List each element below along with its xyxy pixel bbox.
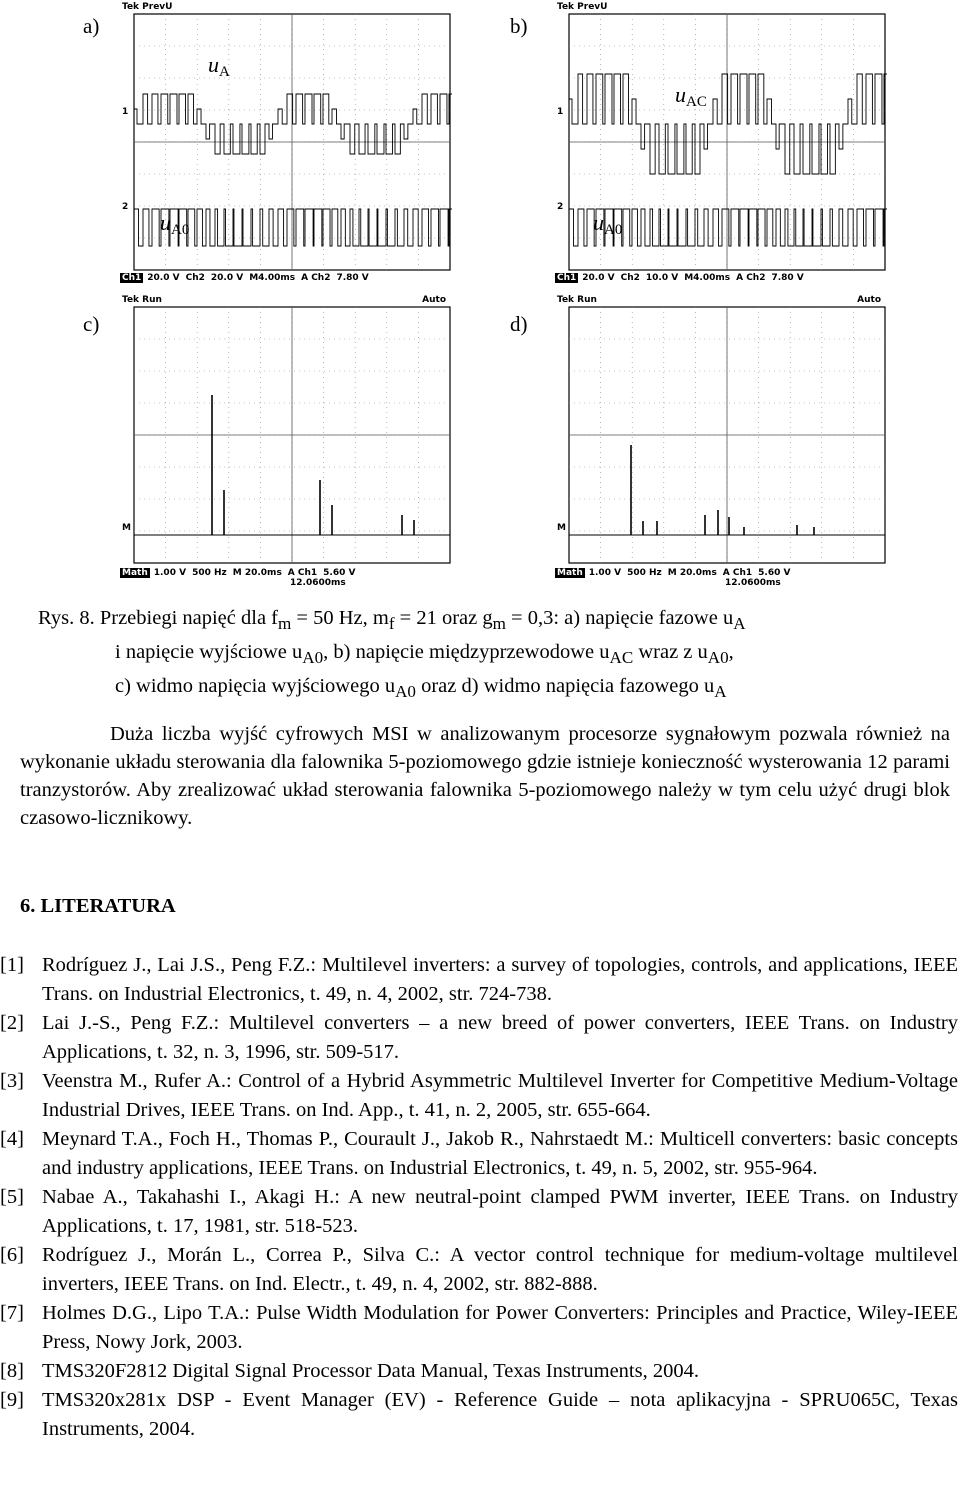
timebase: M4.00ms (684, 273, 731, 283)
math-channel-marker: M (557, 523, 566, 533)
channel-1-marker: 1 (557, 107, 564, 117)
signal-label-top: $u_A$ (208, 52, 230, 80)
scope-screen (120, 295, 452, 585)
math-channel-marker: M (122, 523, 131, 533)
caption-line-2: i napięcie wyjściowe $u_{A0}$, b) napięcie międzyprzewodowe $u_{AC}$ wraz z $u_{A0}$, (115, 641, 734, 668)
scope-screen (555, 295, 887, 585)
scope-screen (120, 2, 452, 292)
trigger-source: A Ch1 (722, 568, 753, 578)
panel-a-label: a) (83, 14, 100, 38)
trigger-source: A Ch2 (301, 273, 331, 283)
body-paragraph: Duża liczba wyjść cyfrowych MSI w analizowanym procesorze sygnałowym pozwala również na wykonanie układu sterowania dla falownika 5-poziomowego gdzie istnieje konieczność wysterowania 12 parami tranzystorów. Aby zrealizować układ sterowania falownika 5-poziomowego należy w tym celu użyć drugi blok czasowo-licznikowy. (20, 723, 950, 829)
signal-label-bottom: $u_{A0}$ (160, 210, 190, 238)
scope-status-bar (555, 568, 887, 578)
ch2-scale: 20.0 V (210, 273, 244, 283)
scope-status-bar-2 (120, 578, 452, 588)
reference-item: [3] Veenstra M., Rufer A.: Control of a Hybrid Asymmetric Multilevel Inverter for Competitive Medium-Voltage Industrial Drives, IEEE Trans. on Ind. App., t. 41, n. 2, 2005, str. 655-664. (0, 1070, 958, 1121)
caption-prefix: Rys. 8. (38, 607, 95, 629)
math-scale: 1.00 V (588, 568, 622, 578)
trigger-level: 5.60 V (758, 568, 791, 578)
math-chip: Math (122, 568, 148, 578)
reference-item: [9] TMS320x281x DSP - Event Manager (EV) - Reference Guide – nota aplikacyjna - SPRU065C, Texas Instruments, 2004. (0, 1389, 958, 1440)
scope-status-bar (120, 568, 452, 578)
reference-item: [6] Rodríguez J., Morán L., Correa P., Silva C.: A vector control technique for medium-voltage multilevel inverters, IEEE Trans. on Ind. Electr., t. 49, n. 4, 2002, str. 882-888. (0, 1244, 958, 1295)
scope-mode-label: Tek PrevU (557, 2, 608, 12)
ch1-scale: 20.0 V (582, 273, 615, 283)
math-freq: 500 Hz (627, 568, 662, 578)
trigger-mode-label: Auto (422, 295, 446, 305)
ch1-chip: Ch1 (122, 273, 142, 283)
oscilloscope-panel-d (555, 295, 887, 588)
ch2-scale: 10.0 V (645, 273, 679, 283)
math-freq: 500 Hz (192, 568, 227, 578)
trigger-level: 7.80 V (336, 273, 369, 283)
oscilloscope-panel-b (555, 2, 887, 292)
scope-status-bar-2 (555, 578, 887, 588)
reference-item: [2] Lai J.-S., Peng F.Z.: Multilevel converters – a new breed of power converters, IEEE Trans. on Industry Applications, t. 32, n. 3, 1996, str. 509-517. (0, 1012, 958, 1063)
scope-mode-label: Tek Run (557, 295, 597, 305)
ch1-chip: Ch1 (557, 273, 577, 283)
signal-label-top: $u_{AC}$ (675, 82, 707, 110)
timebase: M 20.0ms (232, 568, 282, 578)
ch2-label: Ch2 (620, 273, 640, 283)
timebase: M 20.0ms (667, 568, 717, 578)
channel-2-marker: 2 (122, 202, 129, 212)
oscilloscope-panel-c (120, 295, 452, 588)
reference-list (0, 951, 958, 1444)
oscilloscope-panel-a (120, 2, 452, 292)
scope-status-bar (120, 273, 452, 283)
figure-caption (38, 604, 938, 706)
horizontal-position: 12.0600ms (725, 578, 781, 588)
ch1-scale: 20.0 V (147, 273, 180, 283)
caption-line-1: Rys. 8. Przebiegi napięć dla $f_m = 50$ Hz, $m_f = 21$ oraz $g_m = 0,3$: a) napięcie fazowe $u_A$ (38, 607, 746, 634)
scope-screen (555, 2, 887, 292)
ch2-label: Ch2 (185, 273, 205, 283)
trigger-level: 7.80 V (771, 273, 804, 283)
channel-1-marker: 1 (122, 107, 129, 117)
reference-item: [7] Holmes D.G., Lipo T.A.: Pulse Width Modulation for Power Converters: Principles and Practice, Wiley-IEEE Press, Nowy Jork, 2003. (0, 1302, 958, 1353)
scope-mode-label: Tek PrevU (122, 2, 173, 12)
channel-2-marker: 2 (557, 202, 564, 212)
trigger-source: A Ch2 (736, 273, 766, 283)
trigger-level: 5.60 V (323, 568, 356, 578)
reference-item: [5] Nabae A., Takahashi I., Akagi H.: A new neutral-point clamped PWM inverter, IEEE Trans. on Industry Applications, t. 17, 1981, str. 518-523. (0, 1186, 958, 1237)
panel-d-label: d) (510, 312, 528, 336)
math-chip: Math (557, 568, 583, 578)
section-heading: 6. LITERATURA (20, 895, 176, 917)
trigger-source: A Ch1 (287, 568, 318, 578)
signal-label-bottom: $u_{A0}$ (593, 210, 623, 238)
panel-c-label: c) (83, 312, 100, 336)
math-scale: 1.00 V (153, 568, 187, 578)
panel-b-label: b) (510, 14, 528, 38)
reference-item: [4] Meynard T.A., Foch H., Thomas P., Courault J., Jakob R., Nahrstaedt M.: Multicell converters: basic concepts and industry applications, IEEE Trans. on Industrial Electronics, t. 49, n. 5, 2002, str. 955-964. (0, 1128, 958, 1179)
scope-status-bar (555, 273, 887, 283)
caption-line-3: c) widmo napięcia wyjściowego $u_{A0}$ oraz d) widmo napięcia fazowego $u_A$ (115, 675, 727, 702)
timebase: M4.00ms (249, 273, 296, 283)
horizontal-position: 12.0600ms (290, 578, 346, 588)
scope-mode-label: Tek Run (122, 295, 162, 305)
trigger-mode-label: Auto (857, 295, 881, 305)
reference-item: [1] Rodríguez J., Lai J.S., Peng F.Z.: Multilevel inverters: a survey of topologies, controls, and applications, IEEE Trans. on Industrial Electronics, t. 49, n. 4, 2002, str. 724-738. (0, 954, 958, 1005)
reference-item: [8] TMS320F2812 Digital Signal Processor Data Manual, Texas Instruments, 2004. (0, 1360, 699, 1382)
